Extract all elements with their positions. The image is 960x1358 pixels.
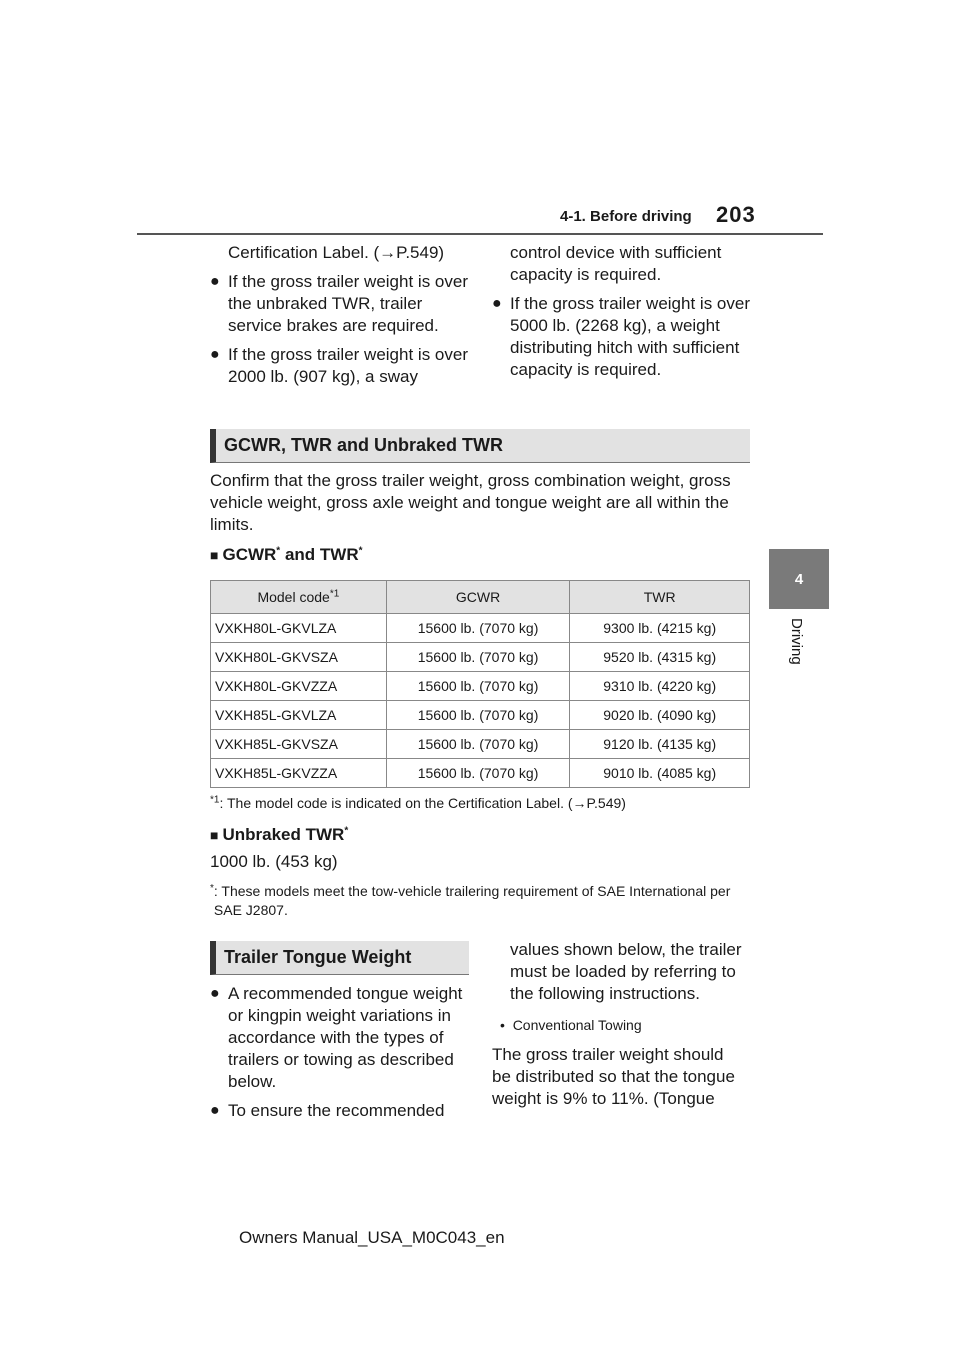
bullet-item [210, 344, 470, 388]
subheading-gcwr-twr: ■ GCWR* and TWR* [210, 545, 363, 564]
table-row [211, 759, 750, 788]
cell-model-code: VXKH85L-GKVLZA [211, 701, 387, 730]
cell-twr: 9020 lb. (4090 kg) [570, 701, 750, 730]
square-bullet-icon: ■ [210, 827, 219, 843]
cell-model-code: VXKH80L-GKVLZA [211, 614, 387, 643]
bullet-icon: ● [210, 1102, 220, 1119]
bullet-text: A recommended tongue weight or kingpin weight variations in accordance with the types of trailers or towing as described below. [228, 984, 463, 1091]
bullet-text: If the gross trailer weight is over 5000 lb. (2268 kg), a weight distributing hitch with sufficient capacity is required. [510, 294, 750, 379]
table-row [211, 672, 750, 701]
bullet-item [210, 271, 470, 337]
asterisk-footnote: * : These models meet the tow-vehicle trailering requirement of SAE International per SAE J2807. [210, 883, 731, 918]
unbraked-twr-value: 1000 lb. (453 kg) [210, 852, 338, 871]
cell-twr: 9010 lb. (4085 kg) [570, 759, 750, 788]
cell-model-code: VXKH80L-GKVZZA [211, 672, 387, 701]
small-bullet-icon: • [500, 1017, 505, 1033]
column-header: GCWR [386, 581, 570, 614]
table-footnote: $^{*1}$: The model code is indicated on the Certification Label. (→P.549) [210, 794, 626, 811]
small-bullet-item: • Conventional Towing [500, 1017, 642, 1033]
tongue-column-right [492, 939, 747, 1110]
tongue-paragraph: The gross trailer weight should be distributed so that the tongue weight is 9% to 11%. (Tongue [492, 1045, 735, 1108]
bullet-text: To ensure the recommended [228, 1101, 445, 1120]
bullet-text: If the gross trailer weight is over 2000 lb. (907 kg), a sway [228, 345, 468, 386]
column-header: TWR [570, 581, 750, 614]
continuation-text: values shown below, the trailer must be loaded by referring to the following instructions. [510, 940, 742, 1003]
square-bullet-icon: ■ [210, 547, 219, 563]
bullet-icon: ● [210, 346, 220, 363]
section-heading-gcwr: GCWR, TWR and Unbraked TWR [210, 429, 750, 463]
bullet-item [210, 983, 465, 1093]
bullet-text: If the gross trailer weight is over the unbraked TWR, trailer service brakes are required. [228, 272, 468, 335]
cell-model-code: VXKH80L-GKVSZA [211, 643, 387, 672]
header-rule [137, 233, 823, 235]
cell-twr: 9120 lb. (4135 kg) [570, 730, 750, 759]
continuation-text: control device with sufficient capacity is required. [510, 243, 722, 284]
bullet-item [492, 293, 754, 381]
gcwr-intro: Confirm that the gross trailer weight, gross combination weight, gross vehicle weight, gross axle weight and tongue weight are all within the limits. [210, 471, 731, 534]
header-section-title: 4-1. Before driving [560, 208, 692, 225]
column-header: Model code$^{*1}$ [211, 581, 387, 614]
page-number: 203 [716, 202, 756, 227]
tongue-column-left [210, 983, 465, 1122]
table-row [211, 614, 750, 643]
cell-twr: 9520 lb. (4315 kg) [570, 643, 750, 672]
chapter-label: Driving [788, 618, 805, 665]
bullet-item [210, 1100, 465, 1122]
table-row [211, 730, 750, 759]
top-column-right [492, 242, 754, 381]
footer-text: Owners Manual_USA_M0C043_en [239, 1228, 505, 1247]
continuation-text: Certification Label. (→P.549) [228, 243, 445, 262]
cell-gcwr: 15600 lb. (7070 kg) [386, 759, 570, 788]
chapter-number: 4 [794, 570, 804, 588]
top-column-left [210, 242, 470, 388]
cell-model-code: VXKH85L-GKVZZA [211, 759, 387, 788]
cell-gcwr: 15600 lb. (7070 kg) [386, 672, 570, 701]
cell-twr: 9300 lb. (4215 kg) [570, 614, 750, 643]
table-row [211, 643, 750, 672]
cell-gcwr: 15600 lb. (7070 kg) [386, 643, 570, 672]
bullet-icon: ● [210, 273, 220, 290]
bullet-icon: ● [210, 985, 220, 1002]
chapter-tab [769, 549, 829, 609]
cell-twr: 9310 lb. (4220 kg) [570, 672, 750, 701]
bullet-icon: ● [492, 295, 502, 312]
cell-model-code: VXKH85L-GKVSZA [211, 730, 387, 759]
section-heading-tongue-weight: Trailer Tongue Weight [210, 941, 469, 975]
table-row [211, 701, 750, 730]
cell-gcwr: 15600 lb. (7070 kg) [386, 701, 570, 730]
spec-table [210, 580, 750, 788]
subheading-unbraked-twr: ■ Unbraked TWR* [210, 825, 349, 844]
cell-gcwr: 15600 lb. (7070 kg) [386, 730, 570, 759]
cell-gcwr: 15600 lb. (7070 kg) [386, 614, 570, 643]
